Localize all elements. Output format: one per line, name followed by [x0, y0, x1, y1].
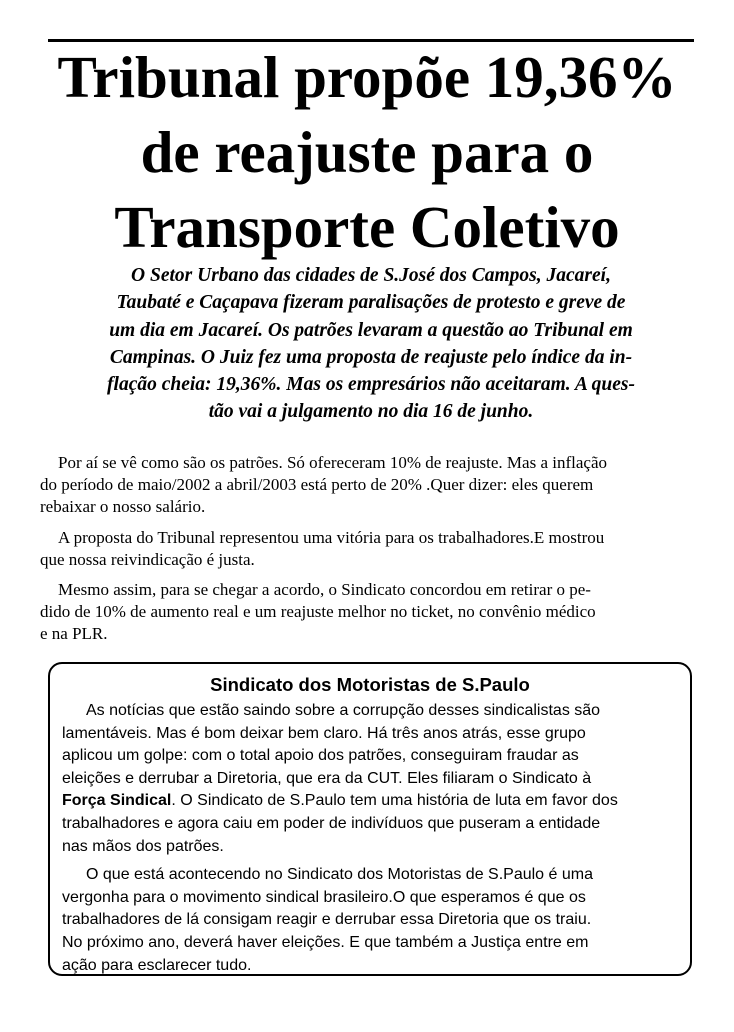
- lead-line: tão vai a julgamento no dia 16 de junho.: [208, 401, 534, 423]
- box-paragraph: [62, 864, 678, 977]
- body-line: Mesmo assim, para se chegar a acordo, o Sindicato concordou em retirar o pe-: [58, 580, 591, 600]
- lead-line: Taubaté e Caçapava fizeram paralisações de protesto e greve de: [116, 292, 626, 314]
- body-line: e na PLR.: [40, 624, 108, 644]
- lead-line: Campinas. O Juiz fez uma proposta de reajuste pelo índice da in-: [109, 346, 633, 368]
- headline-line: Tribunal propõe 19,36%: [57, 44, 677, 110]
- box-line: No próximo ano, deverá haver eleições. E que também a Justiça entre em: [62, 933, 589, 951]
- box-line-rest: . O Sindicato de S.Paulo tem uma história de luta em favor dos: [171, 792, 618, 810]
- box-paragraph: [62, 700, 678, 858]
- body-paragraph: [40, 579, 700, 646]
- article-body: [40, 452, 700, 654]
- body-line: do período de maio/2002 a abril/2003 está perto de 20% .Quer dizer: eles querem: [40, 475, 594, 495]
- lead-paragraph: [48, 262, 694, 426]
- lead-line: um dia em Jacareí. Os patrões levaram a questão ao Tribunal em: [109, 319, 633, 341]
- body-line: que nossa reivindicação é justa.: [40, 549, 255, 569]
- box-line: trabalhadores e agora caiu em poder de indivíduos que puseram a entidade: [62, 814, 601, 832]
- sidebar-box: [48, 662, 692, 976]
- body-paragraph: [40, 452, 700, 519]
- body-line: A proposta do Tribunal representou uma vitória para os trabalhadores.E mostrou: [58, 527, 605, 547]
- bold-phrase: Força Sindical: [62, 792, 172, 810]
- box-line: ação para esclarecer tudo.: [62, 956, 252, 974]
- box-line: lamentáveis. Mas é bom deixar bem claro. Há três anos atrás, esse grupo: [62, 724, 586, 742]
- box-line: eleições e derrubar a Diretoria, que era da CUT. Eles filiaram o Sindicato à: [62, 769, 592, 787]
- box-line: nas mãos dos patrões.: [62, 837, 224, 855]
- box-line: trabalhadores de lá consigam reagir e derrubar essa Diretoria que os traiu.: [62, 911, 592, 929]
- body-line: Por aí se vê como são os patrões. Só ofereceram 10% de reajuste. Mas a inflação: [58, 453, 607, 472]
- headline-line: Transporte Coletivo: [114, 194, 620, 260]
- body-paragraph: [40, 527, 700, 571]
- lead-line: O Setor Urbano das cidades de S.José dos Campos, Jacareí,: [131, 265, 611, 286]
- box-body: [62, 700, 678, 983]
- box-line: [62, 790, 678, 813]
- box-line: As notícias que estão saindo sobre a corrupção desses sindicalistas são: [86, 702, 601, 719]
- box-title: Sindicato dos Motoristas de S.Paulo: [210, 674, 530, 695]
- headline-line: de reajuste para o: [140, 119, 594, 185]
- body-line: rebaixar o nosso salário.: [40, 497, 206, 517]
- box-line: O que está acontecendo no Sindicato dos Motoristas de S.Paulo é uma: [86, 866, 593, 884]
- body-line: dido de 10% de aumento real e um reajuste melhor no ticket, no convênio médico: [40, 602, 596, 622]
- lead-line: flação cheia: 19,36%. Mas os empresários não aceitaram. A ques-: [107, 374, 635, 396]
- box-line: vergonha para o movimento sindical brasileiro.O que esperamos é que os: [62, 888, 586, 906]
- box-line: aplicou um golpe: com o total apoio dos patrões, conseguiram fraudar as: [62, 747, 579, 765]
- headline: [30, 40, 704, 265]
